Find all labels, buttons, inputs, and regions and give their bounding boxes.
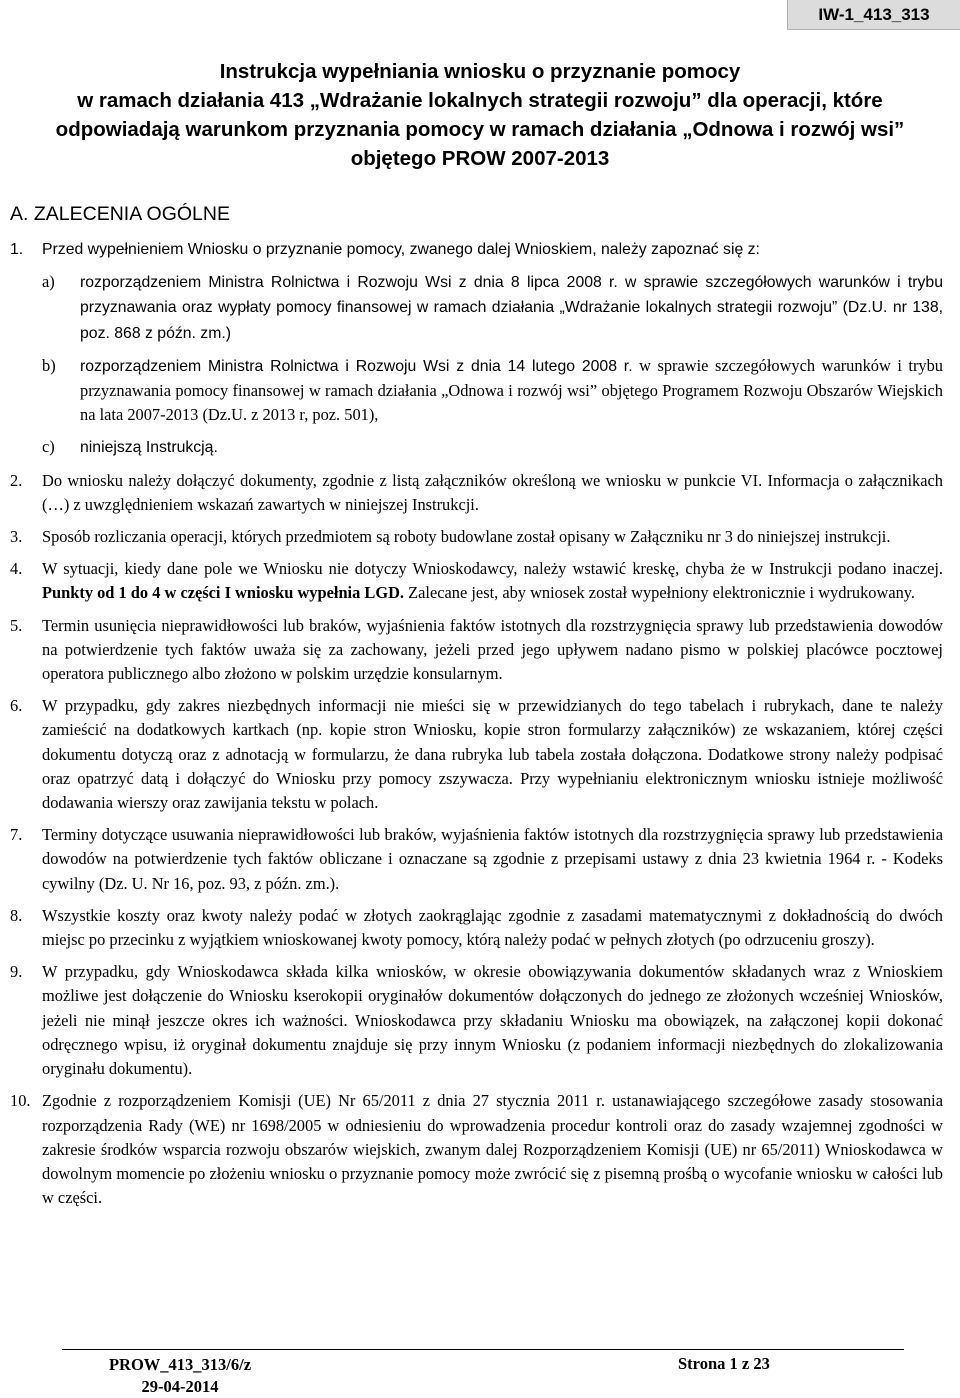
footer-form-code: PROW_413_313/6/z [108, 1355, 252, 1374]
list-item [10, 557, 943, 605]
list-item [10, 614, 943, 687]
sub-item-text: w sprawie szczegółowych warunków i trybu przyznawania oraz wypłaty pomocy finansowej w ramach działania „Wdrażanie lokalnych strategii rozwoju” (Dz.U. nr 138, poz. 868 z późn. zm.) [80, 274, 943, 342]
item-text: Zgodnie z rozporządzeniem Komisji (UE) Nr 65/2011 z dnia 27 stycznia 2011 r. ustanawiającego szczegółowe zasady stosowania rozporządzenia Rady (WE) nr 1698/2005 w odniesieniu do wprowadzenia procedur kontroli oraz do zasady wzajemnej zgodności w zakresie środków wsparcia rozwoju obszarów wiejskich, zwanym dalej Rozporządzeniem Komisji (UE) nr 65/2011) Wnioskodawca w dowolnym momencie po złożeniu wniosku o przyznanie pomocy może zwrócić się z pisemną prośbą o wycofanie wniosku w całości lub w części. [42, 1091, 943, 1208]
sub-item-letter: a) [42, 272, 55, 292]
item-number: 9. [10, 962, 23, 982]
footer-date: 29-04-2014 [141, 1377, 219, 1396]
title-line: Instrukcja wypełniania wniosku o przyznanie pomocy [219, 60, 741, 83]
list-item [10, 823, 943, 896]
item-text: Przed wypełnieniem Wniosku o przyznanie pomocy, zwanego dalej Wnioskiem, należy zapoznać się z: [42, 241, 760, 258]
list-item [10, 238, 943, 262]
sub-item-text: rozporządzeniem Ministra Rolnictwa i Rozwoju Wsi z dnia 8 lipca 2008 r. [80, 274, 618, 292]
item-number: 5. [10, 615, 23, 635]
item-text: Do wniosku należy dołączyć dokumenty, zgodnie z listą załączników określoną we wniosku w punkcie VI. Informacja o załącznikach (…) z uwzględnieniem wskazań zawartych w niniejszej Instrukcji. [42, 470, 943, 514]
sub-item [42, 354, 943, 428]
footer-page-number: Strona 1 z 23 [678, 1354, 770, 1373]
section-heading: A. ZALECENIA OGÓLNE [10, 203, 230, 225]
list-item [10, 960, 943, 1081]
item-number: 8. [10, 905, 23, 925]
footer-form-info [100, 1354, 260, 1398]
sub-item [42, 435, 943, 460]
sub-item [42, 270, 943, 346]
sub-item-text: rozporządzeniem Ministra Rolnictwa i Rozwoju Wsi z dnia 14 lutego 2008 r. [80, 357, 633, 375]
sub-item-text: w sprawie szczegółowych warunków i trybu przyznawania pomocy finansowej w ramach działania „Odnowa i rozwój wsi” objętego Programem Rozwoju Obszarów Wiejskich na lata 2007-2013 (Dz.U. z 2013 r, poz. 501), [80, 355, 943, 425]
item-text: W przypadku, gdy Wnioskodawca składa kilka wniosków, w okresie obowiązywania dokumentów składanych wraz z Wnioskiem możliwe jest dołączenie do Wniosku kserokopii oryginałów dokumentów dołączonych do jednego ze złożonych wcześniej Wniosków, jeżeli nie minął jeszcze okres ich ważności. Wnioskodawca przy składaniu Wniosku ma obowiązek, na załączonej kopii dokonać odręcznego wpisu, iż oryginał dokumentu znajduje się przy innym Wniosku (z podaniem informacji niezbędnych do zlokalizowania oryginału dokumentu). [42, 962, 943, 1079]
item-number: 7. [10, 825, 23, 845]
item-text: Sposób rozliczania operacji, których przedmiotem są roboty budowlane został opisany w Załączniku nr 3 do niniejszej instrukcji. [42, 527, 891, 547]
item-number: 10. [10, 1091, 31, 1111]
item-text: Zalecane jest, aby wniosek został wypełniony elektronicznie i wydrukowany. [404, 583, 916, 603]
item-number: 1. [10, 241, 24, 258]
item-number: 4. [10, 559, 23, 579]
sub-item-text: niniejszą Instrukcją. [80, 439, 218, 457]
title-line: odpowiadają warunkom przyznania pomocy w ramach działania „Odnowa i rozwój wsi” [55, 118, 905, 141]
sub-item-letter: c) [42, 437, 55, 457]
item-text: Termin usunięcia nieprawidłowości lub braków, wyjaśnienia faktów istotnych dla rozstrzygnięcia sprawy lub przedstawienia dowodów na potwierdzenie tych faktów uważa się za zachowany, jeżeli przed jego upływem nadano pismo w polskiej placówce pocztowej operatora publicznego albo złożono w polskim urzędzie konsularnym. [42, 615, 943, 684]
item-text: Wszystkie koszty oraz kwoty należy podać w złotych zaokrąglając zgodnie z zasadami matematycznymi z dokładnością do dwóch miejsc po przecinku z wyjątkiem wnioskowanej kwoty pomocy, którą należy podać w pełnych złotych (po odrzuceniu groszy). [42, 905, 943, 950]
item-text-bold: Punkty od 1 do 4 w części I wniosku wypełnia LGD. [42, 583, 405, 603]
document-title [20, 57, 940, 173]
item-number: 6. [10, 696, 23, 716]
document-code-box: IW-1_413_313 [787, 0, 960, 30]
footer-divider [62, 1349, 904, 1350]
sub-item-letter: b) [42, 355, 56, 375]
instructions-list [10, 238, 943, 1210]
sub-list [42, 270, 943, 460]
list-item [10, 1089, 943, 1210]
list-item [10, 904, 943, 952]
item-text: W przypadku, gdy zakres niezbędnych informacji nie mieści się w przewidzianych do tego tabelach i rubrykach, dane te należy zamieścić na dodatkowych kartkach (np. kopie stron Wniosku, kopie stron formularzy załączników) ze wskazaniem, której części dokumentu dotyczą oraz z adnotacją w formularzu, że dana rubryka lub tabela została dołączona. Dodatkowe strony należy podpisać oraz opatrzyć datą i dołączyć do Wniosku przy pomocy zszywacza. Przy wypełnianiu elektronicznym wniosku istnieje możliwość dodawania wierszy oraz zawijania tekstu w polach. [42, 696, 943, 813]
item-text: W sytuacji, kiedy dane pole we Wniosku nie dotyczy Wnioskodawcy, należy wstawić kreskę, chyba że w Instrukcji podano inaczej. [42, 559, 943, 579]
list-item [10, 525, 943, 549]
item-number: 2. [10, 470, 23, 490]
item-text: Terminy dotyczące usuwania nieprawidłowości lub braków, wyjaśnienia faktów istotnych dla rozstrzygnięcia sprawy lub przedstawienia dowodów na potwierdzenie tych faktów obliczane i oznaczane są zgodnie z przepisami ustawy z dnia 23 kwietnia 1964 r. - Kodeks cywilny (Dz. U. Nr 16, poz. 93, z późn. zm.). [42, 825, 943, 893]
title-line: objętego PROW 2007-2013 [350, 147, 610, 170]
list-item [10, 469, 943, 517]
list-item [10, 694, 943, 815]
title-line: w ramach działania 413 „Wdrażanie lokalnych strategii rozwoju” dla operacji, które [77, 89, 883, 112]
item-number: 3. [10, 527, 23, 547]
